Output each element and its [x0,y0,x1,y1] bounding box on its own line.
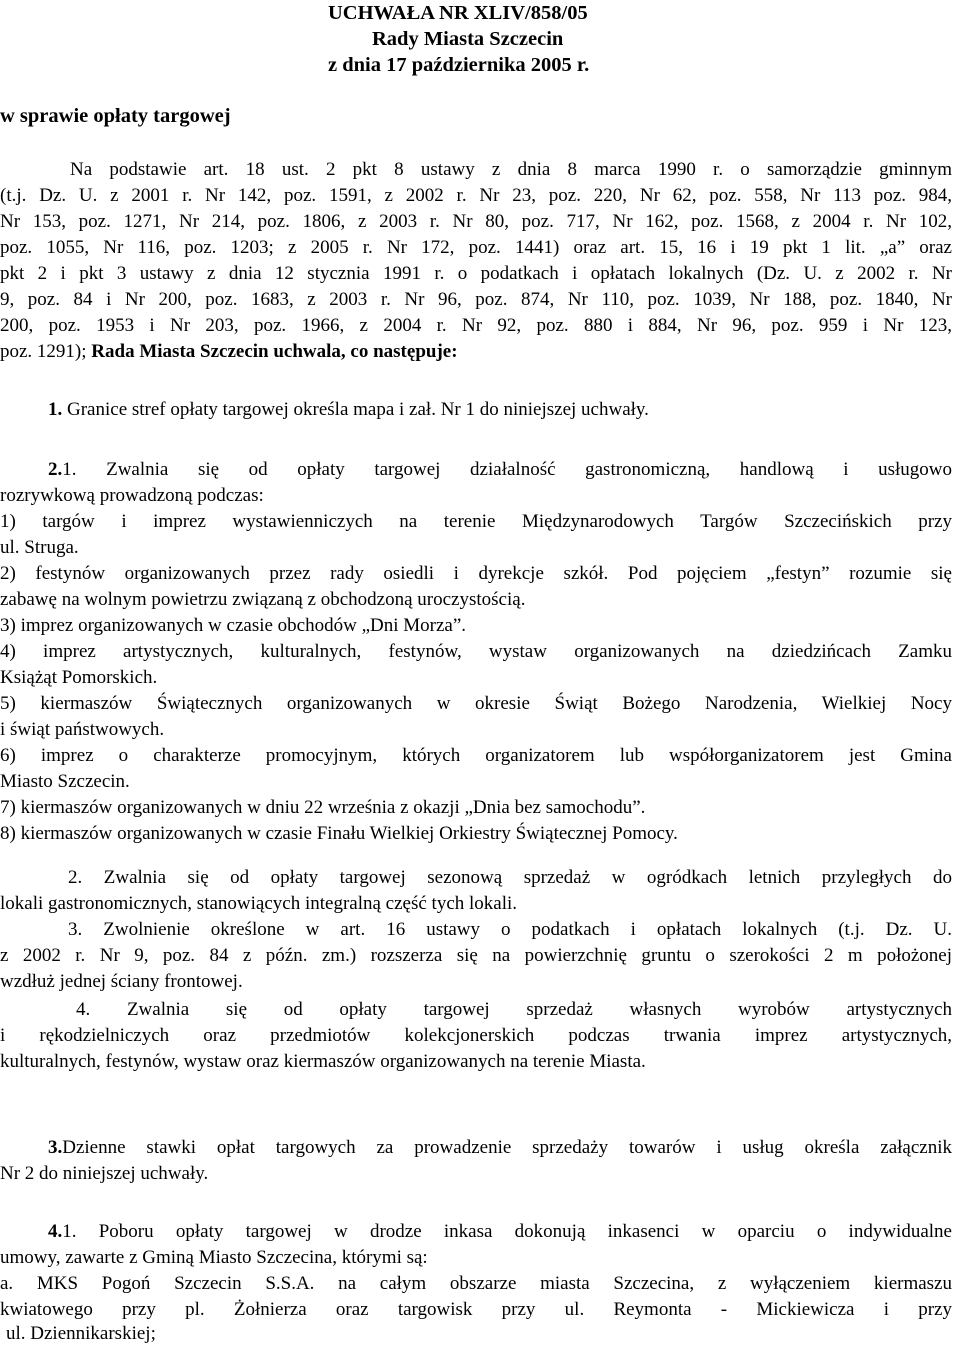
preamble-line-3: Nr 153, poz. 1271, Nr 214, poz. 1806, z 2003 r. Nr 80, poz. 717, Nr 162, poz. 1568, z 2004 r. Nr 102, [0,211,952,232]
preamble-line-7: 200, poz. 1953 i Nr 203, poz. 1966, z 2004 r. Nr 92, poz. 880 i 884, Nr 96, poz. 959 i Nr 123, [0,315,952,336]
resolution-title: UCHWAŁA NR XLIV/858/05 [328,2,588,24]
section-2-point-4-line-3: kulturalnych, festynów, wystaw oraz kiermaszów organizowanych na terenie Miasta. [0,1051,646,1072]
section-4-line-5: ul. Dziennikarskiej; [6,1323,156,1344]
section-2-point-3-line-1: 3. Zwolnienie określone w art. 16 ustawy o podatkach i opłatach lokalnych (t.j. Dz. U. [68,919,952,940]
preamble-line-6: 9, poz. 84 i Nr 200, poz. 1683, z 2003 r. Nr 96, poz. 874, Nr 110, poz. 1039, Nr 188, poz. 1840, Nr [0,289,952,310]
section-2-point-1-text: 1. Zwalnia się od opłaty targowej działalność gastronomiczną, handlową i usługowo [62,459,952,480]
section-2-line-8: 4) imprez artystycznych, kulturalnych, festynów, wystaw organizowanych na dziedzińcach Zamku [0,641,952,662]
section-1-number: 1. [48,399,63,420]
preamble-line-2: (t.j. Dz. U. z 2001 r. Nr 142, poz. 1591, z 2002 r. Nr 23, poz. 220, Nr 62, poz. 558, Nr 113 poz. 984, [0,185,952,206]
preamble-line-5: pkt 2 i pkt 3 ustawy z dnia 12 stycznia 1991 r. o podatkach i opłatach lokalnych (Dz. U. z 2002 r. Nr [0,263,952,284]
section-2-line-4: ul. Struga. [0,537,79,558]
preamble-citation-end: poz. 1291); [0,341,92,362]
section-1-text: Granice stref opłaty targowej określa mapa i zał. Nr 1 do niniejszej uchwały. [62,399,649,420]
section-2-point-3-line-3: wzdłuż jednej ściany frontowej. [0,971,243,992]
section-3-number: 3. [48,1137,63,1158]
resolution-issuer: Rady Miasta Szczecin [372,28,564,50]
section-2-number: 2. [48,459,63,480]
section-2-line-2: rozrywkową prowadzoną podczas: [0,485,264,506]
section-2-point-4-line-2: i rękodzielniczych oraz przedmiotów kolekcjonerskich podczas trwania imprez artystycznych, [0,1025,952,1046]
section-4-line-2: umowy, zawarte z Gminą Miasto Szczecina, którymi są: [0,1247,428,1268]
preamble-line-8 [0,338,960,365]
section-2-line-9: Książąt Pomorskich. [0,667,158,688]
preamble-line-4: poz. 1055, Nr 116, poz. 1203; z 2005 r. Nr 172, poz. 1441) oraz art. 15, 16 i 19 pkt 1 lit. „a” oraz [0,237,952,258]
section-2-line-14: 7) kiermaszów organizowanych w dniu 22 września z okazji „Dnia bez samochodu”. [0,797,646,818]
section-4-line-4: kwiatowego przy pl. Żołnierza oraz targowisk przy ul. Reymonta - Mickiewicza i przy [0,1299,952,1320]
preamble-line-1: Na podstawie art. 18 ust. 2 pkt 8 ustawy z dnia 8 marca 1990 r. o samorządzie gminnym [70,159,952,180]
section-2-line-15: 8) kiermaszów organizowanych w czasie Finału Wielkiej Orkiestry Świątecznej Pomocy. [0,823,678,844]
section-1 [48,396,960,423]
section-4-point-1-text: 1. Poboru opłaty targowej w drodze inkasa dokonują inkasenci w oparciu o indywidualne [62,1221,952,1242]
section-2-line-11: i świąt państwowych. [0,719,165,740]
section-2-line-7: 3) imprez organizowanych w czasie obchodów „Dni Morza”. [0,615,467,636]
resolution-date: z dnia 17 października 2005 r. [328,54,590,76]
section-2-point-2-line-1: 2. Zwalnia się od opłaty targowej sezonową sprzedaż w ogródkach letnich przyległych do [68,867,952,888]
section-2-line-3: 1) targów i imprez wystawienniczych na terenie Międzynarodowych Targów Szczecińskich przy [0,511,952,532]
section-2-point-2-line-2: lokali gastronomicznych, stanowiących integralną część tych lokali. [0,893,518,914]
section-4-line-1 [48,1218,952,1245]
section-3-text: Dzienne stawki opłat targowych za prowadzenie sprzedaży towarów i usług określa załącznik [62,1137,952,1158]
section-2-line-12: 6) imprez o charakterze promocyjnym, których organizatorem lub współorganizatorem jest Gmina [0,745,952,766]
section-3-line-2: Nr 2 do niniejszej uchwały. [0,1163,209,1184]
resolution-subject: w sprawie opłaty targowej [0,105,231,127]
section-2-line-6: zabawę na wolnym powietrzu związaną z obchodzoną uroczystością. [0,589,526,610]
section-2-line-5: 2) festynów organizowanych przez rady osiedli i dyrekcje szkół. Pod pojęciem „festyn” rozumie się [0,563,952,584]
section-3-line-1 [48,1134,952,1161]
enacting-clause: Rada Miasta Szczecin uchwala, co następuje: [91,341,458,362]
section-2-point-3-line-2: z 2002 r. Nr 9, poz. 84 z późn. zm.) rozszerza się na powierzchnię gruntu o szerokości 2 m położonej [0,945,952,966]
section-2-point-4-line-1: 4. Zwalnia się od opłaty targowej sprzedaż własnych wyrobów artystycznych [76,999,952,1020]
section-4-line-3: a. MKS Pogoń Szczecin S.S.A. na całym obszarze miasta Szczecina, z wyłączeniem kiermaszu [0,1273,952,1294]
section-2-line-1 [48,456,952,483]
section-2-line-10: 5) kiermaszów Świątecznych organizowanych w okresie Świąt Bożego Narodzenia, Wielkiej Nocy [0,693,952,714]
section-2-line-13: Miasto Szczecin. [0,771,130,792]
section-4-number: 4. [48,1221,63,1242]
